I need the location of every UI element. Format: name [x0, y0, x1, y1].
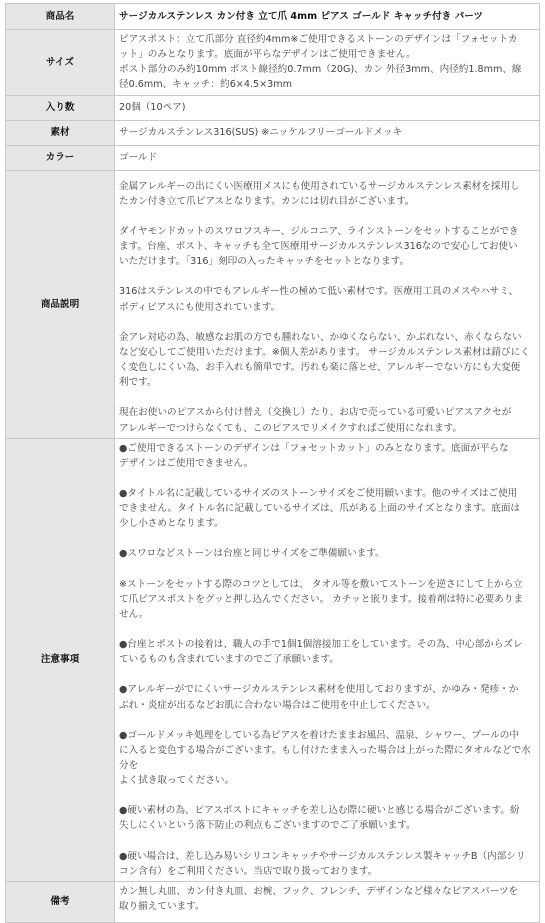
text-line: コン含有）をご利用ください。当店で取り扱っております。	[119, 865, 378, 877]
spec-paragraph	[119, 486, 535, 531]
spec-paragraph	[119, 9, 535, 24]
text-line: ※ストーンをセットする際のコツとしては、 タオル等を敷いてストーンを逆さにして上から立	[119, 578, 523, 590]
text-line: ●ゴールドメッキ処理をしている為ピアスを着けたままお風呂、温泉、シャワー、プールの中	[119, 729, 519, 741]
spec-label-remarks: 備考	[6, 881, 115, 922]
text-line: 金属アレルギーの出にくい医療用メスにも使用されているサージカルステンレス素材を採用し	[119, 180, 520, 192]
spec-paragraph	[119, 405, 535, 435]
text-line: ●硬い場合は、差し込み易いシリコンキャッチやサージカルステンレス製キャッチB（内部シリ	[119, 850, 526, 862]
text-line: ます。台座、ポスト、キャッチも全て医療用サージカルステンレス316なので安心してお使い	[119, 241, 518, 253]
spec-row-size	[6, 30, 540, 96]
text-line: ット」のみとなります。底面が平らなデザインはご使用できません。	[119, 49, 416, 61]
spec-paragraph	[119, 224, 535, 269]
spec-paragraph	[119, 728, 535, 789]
spec-row-remarks	[6, 881, 540, 922]
spec-label-color: カラー	[6, 145, 115, 170]
text-line: サージカルステンレス316(SUS) ※ニッケルフリーゴールドメッキ	[119, 127, 403, 139]
text-line: ポスト部分のみ約10mm ポスト線径約0.7mm（20G)、カン 外径3mm、内径約1.8mm、線	[119, 64, 522, 76]
text-line: 少し小さめとなります。	[119, 518, 224, 530]
spec-label-product-name: 商品名	[6, 4, 115, 30]
spec-value-remarks	[115, 881, 540, 922]
text-line: できません。タイトル名に記載しているサイズは、爪がある上面のサイズとなります。底面は	[119, 503, 521, 515]
spec-paragraph	[119, 150, 535, 165]
text-line: ●硬い素材の為、ピアスポストにキャッチを差し込む際に硬いと感じる場合がございます。紛	[119, 805, 520, 817]
spec-label-material: 素材	[6, 120, 115, 145]
text-line: ●アレルギーがでにくいサージカルステンレス素材を使用しておりますが、かゆみ・発疹・か	[119, 684, 519, 696]
text-line: いただけます。「316」刻印の入ったキャッチをセットとなります。	[119, 256, 410, 268]
text-line: など安心してご使用いただけます。※個人差があります。 サージカルステンレス素材は錆びにく	[119, 346, 530, 358]
text-line: 316はステンレスの中でもアレルギー性の極めて低い素材です。医療用工具のメスやハサミ、	[119, 286, 519, 298]
spec-paragraph	[119, 637, 535, 667]
spec-paragraph	[119, 179, 535, 209]
text-line: 径0.6mm、キャッチ：約6×4.5×3mm	[119, 79, 292, 91]
spec-paragraph	[119, 125, 535, 140]
product-spec-table	[5, 3, 540, 923]
spec-table-body	[6, 4, 540, 923]
text-line: 失しにくいという落下防止の利点もございますのでご了承願います。	[119, 820, 416, 832]
text-line: ●ご使用できるストーンのデザインは「フォセットカット」のみとなります。底面が平らな	[119, 442, 509, 454]
spec-paragraph	[119, 32, 535, 93]
spec-row-material	[6, 120, 540, 145]
text-line: たカン付き立て爪ピアスとなります。カンには切れ目がございます。	[119, 195, 415, 207]
text-line: デザインはご使用できません。	[119, 457, 254, 469]
spec-paragraph	[119, 330, 535, 391]
text-line: 取り揃えています。	[119, 901, 205, 913]
text-line: ダイヤモンドカットのスワロフスキー、ジルコニア、ラインストーンをセットすることができ	[119, 225, 519, 237]
text-line: ●タイトル名に記載しているサイズのストーンサイズをご使用願います。他のサイズはご使用	[119, 487, 518, 499]
text-line: 20個（10ペア)	[119, 102, 186, 114]
spec-row-product-name	[6, 4, 540, 30]
spec-row-quantity	[6, 95, 540, 120]
text-line: ゴールド	[119, 152, 158, 164]
text-line: 金アレ対応の為、敏感なお肌の方でも腫れない、かゆくならない、かぶれない、赤くならない	[119, 331, 522, 343]
text-line: アレルギーでつけらなくても、このピアスでリメイクすればご使用になれます。	[119, 422, 463, 434]
spec-value-description	[115, 170, 540, 438]
spec-paragraph	[119, 849, 535, 879]
spec-value-color	[115, 145, 540, 170]
spec-paragraph	[119, 100, 535, 115]
text-line: サージカルステンレス カン付き 立て爪 4mm ピアス ゴールド キャッチ付き パーツ	[119, 10, 484, 22]
text-line: カン無し丸皿、カン付き丸皿、お椀、フック、フレンチ、デザインなど様々なピアスパーツを	[119, 885, 519, 897]
text-line: く変色しにくい為、お手入れも簡単です。汚れも楽に落とせ、アレルギーでない方にも大変便	[119, 362, 521, 374]
text-line: ピアスポスト：立て爪部分 直径約4mm※ご使用できるストーンのデザインは「フォセットカ	[119, 34, 518, 45]
text-line: ●台座とポストの接着は、職人の手で1個1個溶接加工をしています。その為、中心部からズレ	[119, 639, 523, 651]
spec-paragraph	[119, 577, 535, 622]
spec-value-material	[115, 120, 540, 145]
text-line: ぶれ・炎症が出るなどお肌に合わない場合はご使用を中止してください。	[119, 699, 436, 711]
spec-label-size: サイズ	[6, 30, 115, 96]
text-line: ●スワロなどストーンは台座と同じサイズをご準備願います。	[119, 548, 385, 560]
spec-paragraph	[119, 441, 535, 471]
text-line: て爪ピアスポストをグッと押し込んでください。 カチッと嵌ります。接着剤は特に必要ありま	[119, 593, 524, 605]
spec-label-notes: 注意事項	[6, 438, 115, 881]
spec-value-notes	[115, 438, 540, 881]
text-line: 現在お使いのピアスから付け替え（交換し）たり、お店で売っている可愛いピアスアクセが	[119, 407, 512, 419]
text-line: せん。	[119, 608, 149, 620]
spec-label-description: 商品説明	[6, 170, 115, 438]
spec-row-notes	[6, 438, 540, 881]
spec-value-size	[115, 30, 540, 96]
spec-value-quantity	[115, 95, 540, 120]
text-line: に入ると変色する場合がございます。もし付けたまま入った場合は上がった際にタオルなどで水分を	[119, 744, 531, 771]
spec-paragraph	[119, 803, 535, 833]
spec-row-color	[6, 145, 540, 170]
spec-row-description	[6, 170, 540, 438]
spec-paragraph	[119, 546, 535, 561]
spec-value-product-name	[115, 4, 540, 30]
text-line: ボディピアスにも使用されています。	[119, 301, 281, 313]
text-line: よく拭き取ってください。	[119, 775, 235, 787]
spec-label-quantity: 入り数	[6, 95, 115, 120]
text-line: ているものも含まれていますのでご了承願います。	[119, 654, 339, 666]
spec-paragraph	[119, 884, 535, 914]
spec-paragraph	[119, 682, 535, 712]
text-line: 利です。	[119, 377, 157, 389]
spec-paragraph	[119, 284, 535, 314]
